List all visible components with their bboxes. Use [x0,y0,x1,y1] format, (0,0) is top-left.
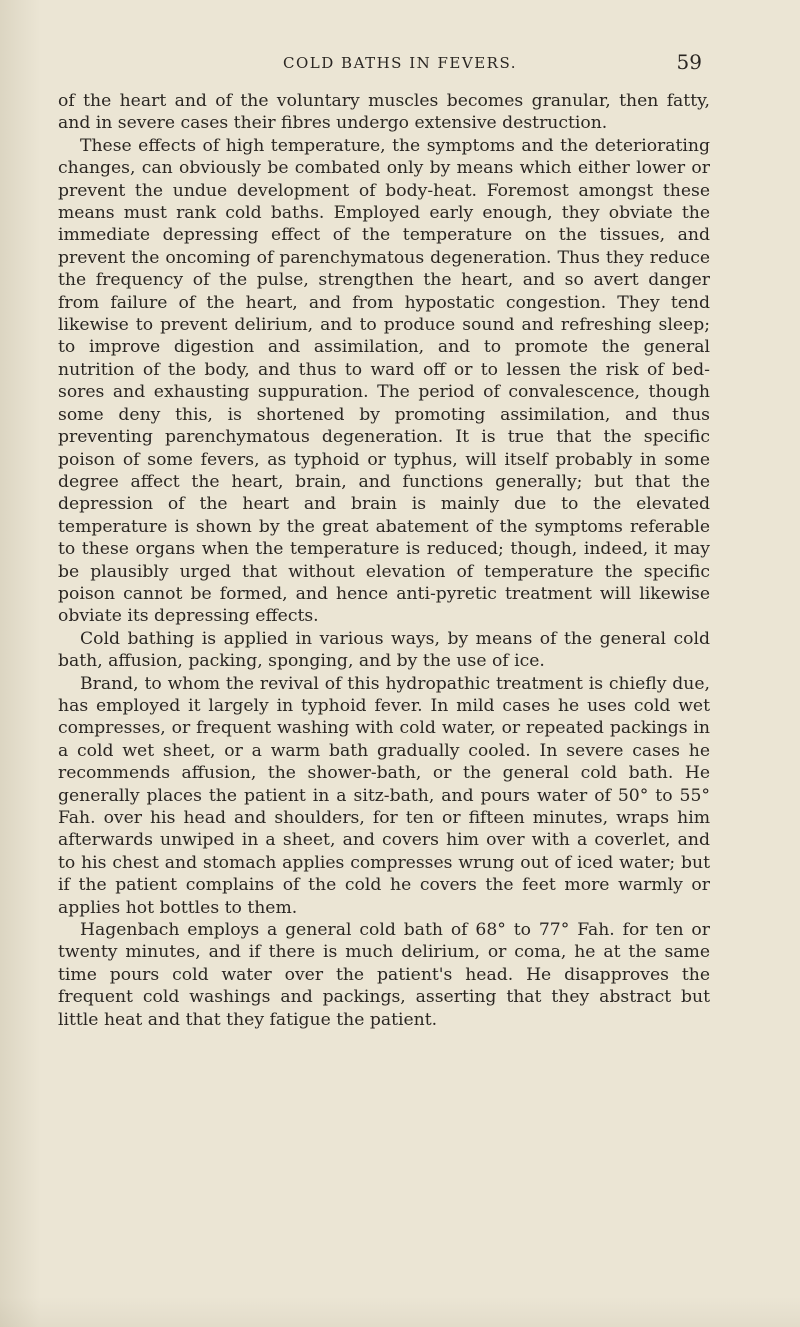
page-header [0,50,800,80]
paragraph: These effects of high temperature, the symptoms and the deteriorating changes, can obviously be combated only by means which either lower or prevent the undue development of body-heat. Foremost amongst these means must rank cold baths. Employed early enough, they obviate the immediate depressing effect of the temperature on the tissues, and prevent the oncoming of parenchymatous degeneration. Thus they reduce the frequency of the pulse, strengthen the heart, and so avert danger from failure of the heart, and from hypostatic congestion. They tend likewise to prevent delirium, and to produce sound and refreshing sleep; to improve digestion and assimilation, and to promote the general nutrition of the body, and thus to ward off or to lessen the risk of bed-sores and exhausting suppuration. The period of convalescence, though some deny this, is shortened by promoting assimilation, and thus preventing parenchymatous degeneration. It is true that the specific poison of some fevers, as typhoid or typhus, will itself probably in some degree affect the heart, brain, and functions generally; but that the depression of the heart and brain is mainly due to the elevated temperature is shown by the great abatement of the symptoms referable to these organs when the temperature is reduced; though, indeed, it may be plausibly urged that without elevation of temperature the specific poison cannot be formed, and hence anti-pyretic treatment will likewise obviate its depressing effects. [58,135,710,627]
page-number: 59 [676,50,702,74]
paragraph: Hagenbach employs a general cold bath of 68° to 77° Fah. for ten or twenty minutes, and if there is much delirium, or coma, he at the same time pours cold water over the patient's head. He disapproves the frequent cold washings and packings, asserting that they abstract but little heat and that they fatigue the patient. [58,920,710,1030]
running-title: COLD BATHS IN FEVERS. [283,54,517,72]
paragraph: Brand, to whom the revival of this hydropathic treatment is chiefly due, has employed it largely in typhoid fever. In mild cases he uses cold wet compresses, or frequent washing with cold water, or repeated packings in a cold wet sheet, or a warm bath gradually cooled. In severe cases he recommends affusion, the shower-bath, or the general cold bath. He generally places the patient in a sitz-bath, and pours water of 50° to 55° Fah. over his head and shoulders, for ten or fifteen minutes, wraps him afterwards unwiped in a sheet, and covers him over with a coverlet, and to his chest and stomach applies compresses wrung out of iced water; but if the patient complains of the cold he covers the feet more warmly or applies hot bottles to them. [58,673,710,918]
paragraph: Cold bathing is applied in various ways, by means of the general cold bath, affusion, packing, sponging, and by the use of ice. [58,628,710,672]
body-text [58,90,710,1031]
paragraph: of the heart and of the voluntary muscles becomes granular, then fatty, and in severe cases their fibres undergo extensive destruction. [58,91,710,134]
